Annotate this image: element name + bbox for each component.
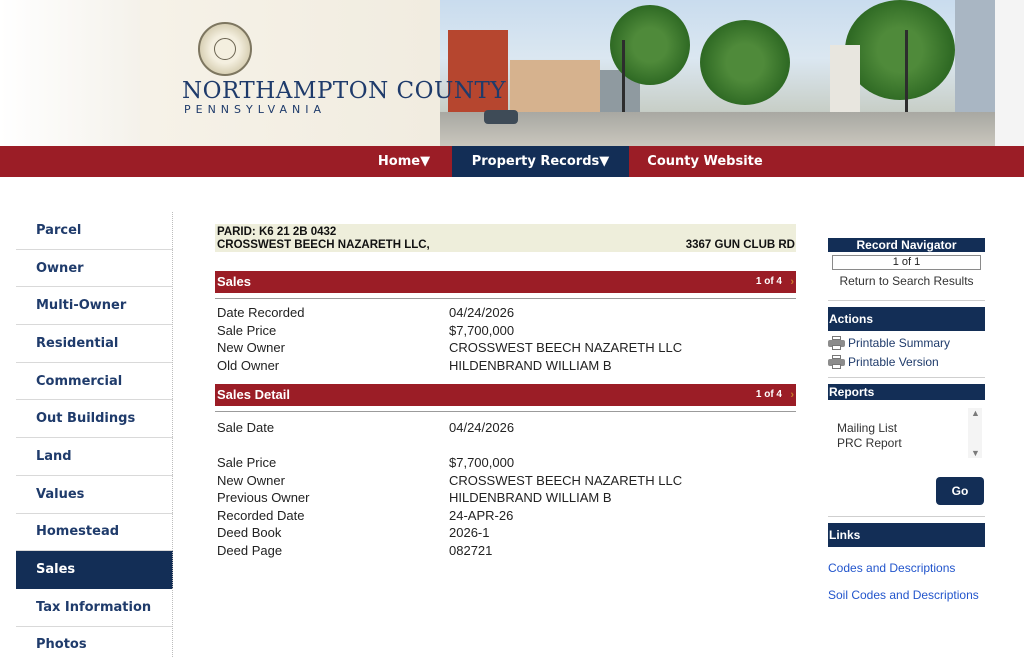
- sales-detail-row: [215, 420, 796, 438]
- printer-icon: [828, 355, 845, 369]
- panel-divider: [828, 516, 985, 517]
- sales-detail-row: [215, 473, 796, 491]
- sales-section-title: Sales: [217, 274, 251, 289]
- parcel-header: [215, 224, 796, 252]
- sales-row: [215, 305, 796, 323]
- field-label: Sale Date: [217, 420, 275, 436]
- field-value: 2026-1: [449, 525, 490, 541]
- printable-version-link[interactable]: [828, 352, 985, 371]
- building-shape: [955, 0, 995, 115]
- monument-shape: [830, 45, 860, 115]
- sales-row: [215, 358, 796, 376]
- field-label: Previous Owner: [217, 490, 310, 506]
- field-label: Deed Page: [217, 542, 283, 558]
- field-value: 04/24/2026: [449, 420, 515, 436]
- printable-summary-label: Printable Summary: [848, 335, 951, 350]
- report-mailing-list[interactable]: Mailing List: [837, 421, 898, 435]
- field-label: Deed Book: [217, 525, 282, 541]
- reports-panel: [828, 384, 985, 458]
- header-left-fade: [0, 0, 160, 146]
- next-record-icon[interactable]: ›: [790, 389, 794, 402]
- sidebar-item-values[interactable]: Values: [16, 476, 173, 514]
- county-subtitle: PENNSYLVANIA: [184, 103, 327, 116]
- go-button[interactable]: Go: [936, 477, 984, 505]
- printer-icon: [828, 336, 845, 350]
- link-soil-codes-and-descriptions[interactable]: Soil Codes and Descriptions: [828, 588, 979, 602]
- field-label: Sale Price: [217, 454, 277, 470]
- field-label: New Owner: [217, 472, 285, 488]
- field-label: Sale Price: [217, 322, 277, 338]
- sales-detail-row: [215, 543, 796, 561]
- field-label: Date Recorded: [217, 305, 305, 320]
- sidebar-item-photos[interactable]: Photos: [16, 627, 173, 657]
- lamp-post: [622, 40, 625, 120]
- printable-summary-link[interactable]: [828, 333, 985, 352]
- sidebar-item-owner[interactable]: Owner: [16, 250, 173, 288]
- field-value: CROSSWEST BEECH NAZARETH LLC: [449, 340, 683, 356]
- record-navigator-title: Record Navigator: [828, 238, 985, 252]
- scroll-down-icon[interactable]: ▼: [971, 448, 980, 458]
- county-title: NORTHAMPTON COUNTY: [182, 78, 507, 104]
- sales-detail-row: [215, 455, 796, 473]
- return-to-search-link[interactable]: Return to Search Results: [839, 274, 974, 288]
- field-value: 082721: [449, 542, 493, 558]
- report-prc-report[interactable]: PRC Report: [837, 436, 902, 450]
- actions-title: Actions: [828, 307, 985, 331]
- right-panel: [828, 238, 985, 458]
- sidebar-divider: [172, 212, 173, 657]
- sidebar-item-land[interactable]: Land: [16, 438, 173, 476]
- nav-home[interactable]: Home▼: [377, 154, 431, 169]
- sidebar: [16, 212, 173, 657]
- sales-row: [215, 323, 796, 341]
- next-record-icon[interactable]: ›: [790, 276, 794, 288]
- sidebar-item-homestead[interactable]: Homestead: [16, 514, 173, 552]
- reports-scrollbar[interactable]: [968, 408, 982, 458]
- sales-detail-section-title: Sales Detail: [217, 387, 290, 403]
- field-label: Old Owner: [217, 357, 280, 373]
- sales-row: [215, 340, 796, 358]
- car-shape: [484, 110, 518, 124]
- sidebar-item-out-buildings[interactable]: Out Buildings: [16, 400, 173, 438]
- sidebar-item-sales[interactable]: Sales: [16, 551, 173, 589]
- nav-county-website[interactable]: County Website: [647, 154, 763, 169]
- sidebar-item-residential[interactable]: Residential: [16, 325, 173, 363]
- building-shape: [510, 60, 600, 115]
- road-shape: [440, 112, 995, 146]
- sales-record-count: 1 of 4: [755, 276, 782, 287]
- tree-shape: [845, 0, 955, 100]
- field-label: New Owner: [217, 340, 285, 356]
- field-value: 24-APR-26: [449, 507, 514, 523]
- county-seal-icon: [198, 22, 252, 76]
- links-title: Links: [828, 523, 985, 547]
- sidebar-item-parcel[interactable]: Parcel: [16, 212, 173, 250]
- printable-version-label: Printable Version: [848, 354, 939, 369]
- top-nav-bar: [0, 146, 1024, 177]
- scroll-up-icon[interactable]: ▲: [971, 408, 980, 418]
- sales-detail-row: [215, 508, 796, 526]
- nav-property-records[interactable]: Property Records▼: [452, 146, 629, 177]
- header-banner: [0, 0, 1024, 146]
- lamp-post: [905, 30, 908, 125]
- sales-detail-record-count: 1 of 4: [755, 389, 782, 401]
- parcel-address: 3367 GUN CLUB RD: [685, 239, 795, 251]
- field-value: HILDENBRAND WILLIAM B: [449, 490, 612, 506]
- field-value: $7,700,000: [449, 322, 515, 338]
- sales-detail-row: [215, 525, 796, 543]
- main-content: [215, 224, 796, 561]
- field-value: 04/24/2026: [449, 305, 515, 320]
- sales-detail-row: [215, 490, 796, 508]
- sidebar-item-commercial[interactable]: Commercial: [16, 363, 173, 401]
- field-value: $7,700,000: [449, 454, 515, 470]
- field-value: CROSSWEST BEECH NAZARETH LLC: [449, 472, 683, 488]
- tree-shape: [700, 20, 790, 105]
- reports-title: Reports: [828, 384, 985, 400]
- sidebar-item-multi-owner[interactable]: Multi-Owner: [16, 287, 173, 325]
- sales-section-header: [215, 271, 796, 293]
- parcel-owner: CROSSWEST BEECH NAZARETH LLC,: [217, 239, 430, 251]
- sidebar-item-tax-information[interactable]: Tax Information: [16, 589, 173, 627]
- field-value: HILDENBRAND WILLIAM B: [449, 357, 612, 373]
- header-right-fade: [995, 0, 1024, 146]
- link-codes-and-descriptions[interactable]: Codes and Descriptions: [828, 561, 956, 575]
- sales-detail-section-header: [215, 384, 796, 406]
- parcel-id: PARID: K6 21 2B 0432: [217, 226, 337, 238]
- field-label: Recorded Date: [217, 507, 305, 523]
- record-position: 1 of 1: [832, 255, 981, 270]
